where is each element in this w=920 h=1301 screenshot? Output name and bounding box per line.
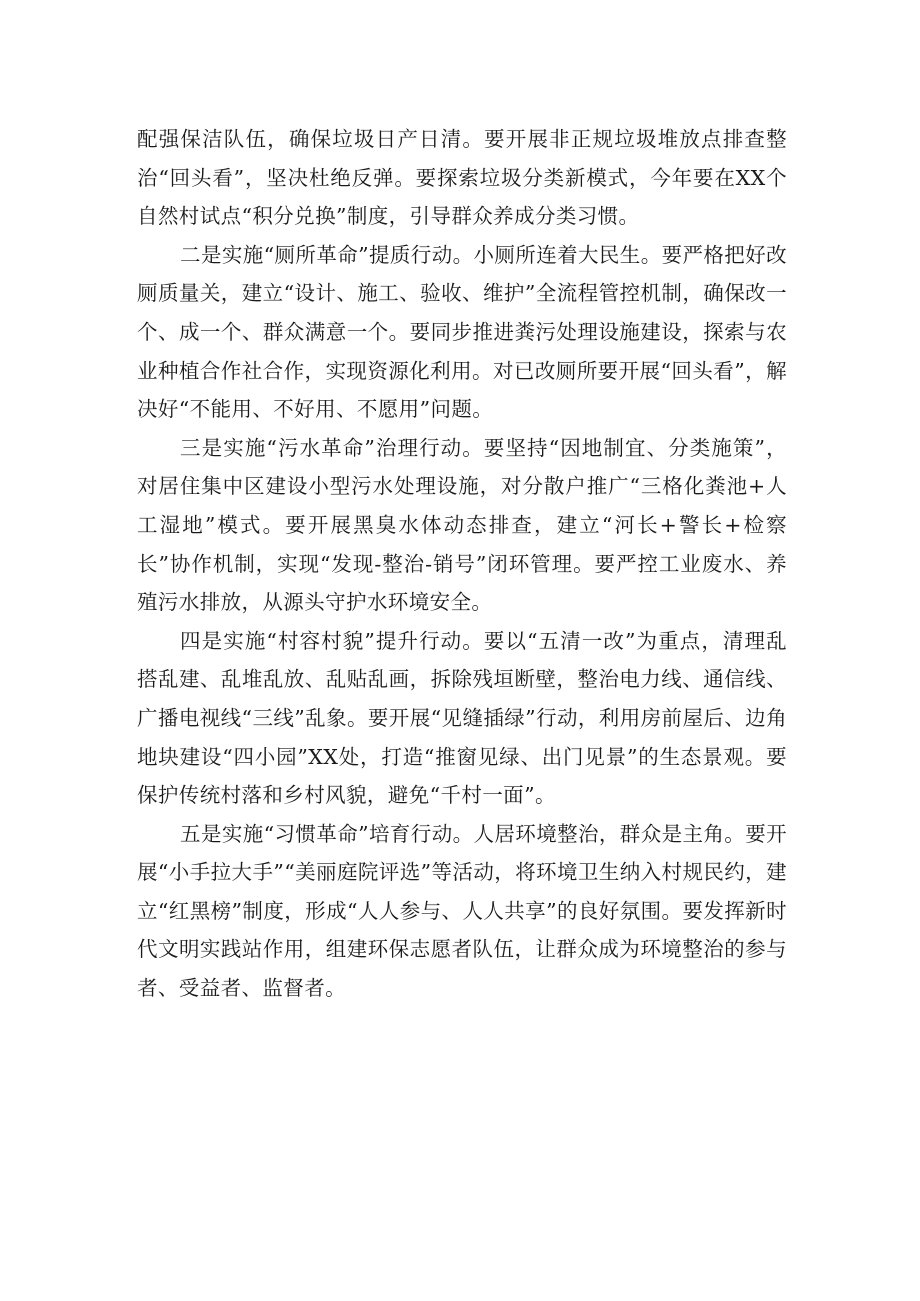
paragraph-toilet-revolution: 二是实施“厕所革命”提质行动。小厕所连着大民生。要严格把好改厕质量关，建立“设计、施工、验收、维护”全流程管控机制，确保改一个、成一个、群众满意一个。要同步推进粪污处理设施建设，探索与农业种植合作社合作，实现资源化利用。对已改厕所要开展“回头看”，解决好“不能用、不好用、不愿用”问题。 — [137, 242, 788, 422]
paragraph-habit-revolution: 五是实施“习惯革命”培育行动。人居环境整治，群众是主角。要开展“小手拉大手”“美丽庭院评选”等活动，将环境卫生纳入村规民约，建立“红黑榜”制度，形成“人人参与、人人共享”的良好氛围。要发挥新时代文明实践站作用，组建环保志愿者队伍，让群众成为环境整治的参与者、受益者、监督者。 — [137, 821, 788, 1001]
document-body — [137, 120, 787, 1008]
paragraph-sanitation-staff: 配强保洁队伍，确保垃圾日产日清。要开展非正规垃圾堆放点排查整治“回头看”，坚决杜绝反弹。要探索垃圾分类新模式，今年要在XX个自然村试点“积分兑换”制度，引导群众养成分类习惯。 — [137, 127, 787, 229]
paragraph-village-appearance: 四是实施“村容村貌”提升行动。要以“五清一改”为重点，清理乱搭乱建、乱堆乱放、乱贴乱画，拆除残垣断壁，整治电力线、通信线、广播电视线“三线”乱象。要开展“见缝插绿”行动，利用房前屋后、边角地块建设“四小园”XX处，打造“推窗见绿、出门见景”的生态景观。要保护传统村落和乡村风貌，避免“千村一面”。 — [137, 628, 787, 808]
paragraph-sewage-revolution: 三是实施“污水革命”治理行动。要坚持“因地制宜、分类施策”，对居住集中区建设小型污水处理设施，对分散户推广“三格化粪池+人工湿地”模式。要开展黑臭水体动态排查，建立“河长+警长+检察长”协作机制，实现“发现-整治-销号”闭环管理。要严控工业废水、养殖污水排放，从源头守护水环境安全。 — [137, 435, 787, 615]
